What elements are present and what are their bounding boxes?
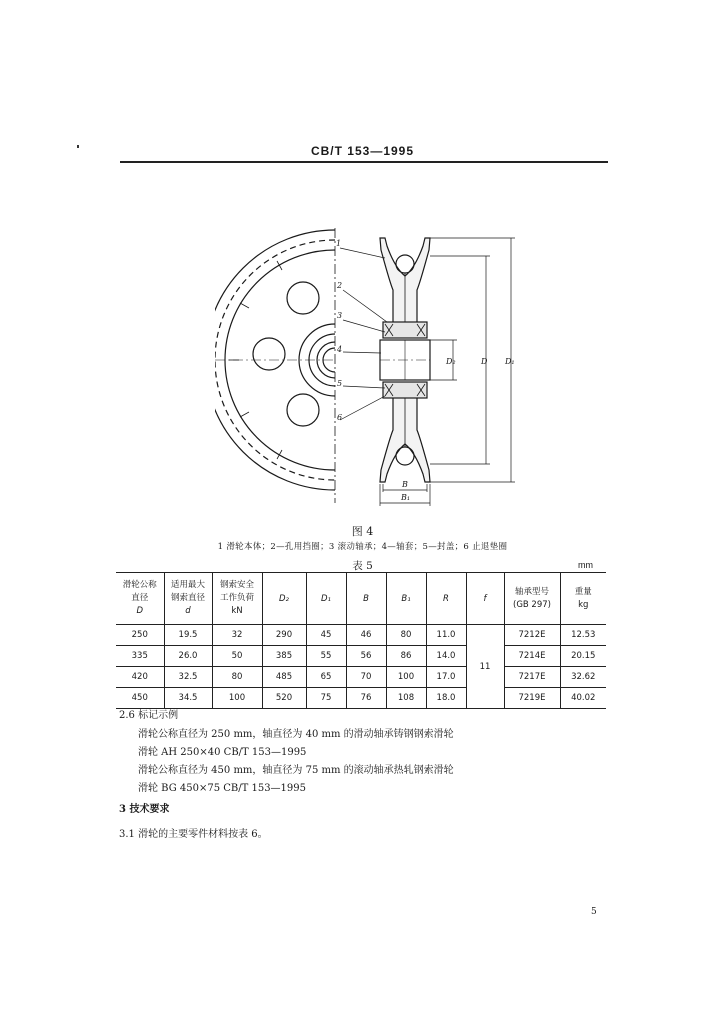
figure-caption: 图 4 <box>351 525 374 538</box>
cell: 7219E <box>504 688 560 709</box>
cell: 100 <box>212 688 262 709</box>
cell: 7214E <box>504 646 560 667</box>
cell: 520 <box>262 688 306 709</box>
col-header-b1: B₁ <box>386 573 426 625</box>
cell: 14.0 <box>426 646 466 667</box>
cell: 75 <box>306 688 346 709</box>
cell: 485 <box>262 667 306 688</box>
table-row <box>116 688 606 709</box>
callout-3: 3 <box>337 311 343 320</box>
marking-example-line: 滑轮 AH 250×40 CB/T 153—1995 <box>138 747 307 758</box>
cell: 65 <box>306 667 346 688</box>
cell: 335 <box>116 646 164 667</box>
cell: 385 <box>262 646 306 667</box>
spec-table <box>116 572 606 709</box>
cell: 7212E <box>504 625 560 646</box>
header-rule <box>120 161 608 163</box>
pulley-drawing <box>215 228 525 513</box>
col-header-d1: D₁ <box>306 573 346 625</box>
col-header-nominal-diameter: 滑轮公称 直径 D <box>116 573 164 625</box>
cell: 100 <box>386 667 426 688</box>
cell: 32.5 <box>164 667 212 688</box>
marking-example-line: 滑轮公称直径为 250 mm，轴直径为 40 mm 的滑动轴承铸钢钢索滑轮 <box>138 729 454 740</box>
dim-d1: D₁ <box>505 357 515 366</box>
cell: 26.0 <box>164 646 212 667</box>
lightening-hole <box>287 282 319 314</box>
cell: 86 <box>386 646 426 667</box>
lightening-hole <box>287 394 319 426</box>
callout-leaders <box>340 248 387 420</box>
cell: 50 <box>212 646 262 667</box>
cell: 70 <box>346 667 386 688</box>
dim-b: B <box>402 480 408 489</box>
dim-d2: D₂ <box>446 357 456 366</box>
cell: 20.15 <box>560 646 606 667</box>
cell: 40.02 <box>560 688 606 709</box>
marking-example-line: 滑轮 BG 450×75 CB/T 153—1995 <box>138 783 307 794</box>
cell: 32 <box>212 625 262 646</box>
cell: 420 <box>116 667 164 688</box>
cell-f-merged: 11 <box>466 625 504 709</box>
col-header-weight: 重量 kg <box>560 573 606 625</box>
cell: 7217E <box>504 667 560 688</box>
table-header-row <box>116 573 606 625</box>
figure-legend: 1 滑轮本体；2—孔用挡圈；3 滚动轴承；4—轴套；5—封盖；6 止退垫圈 <box>217 542 508 552</box>
cell: 108 <box>386 688 426 709</box>
col-header-bearing: 轴承型号 (GB 297) <box>504 573 560 625</box>
callout-6: 6 <box>337 413 343 422</box>
col-header-working-load: 钢索安全 工作负荷 kN <box>212 573 262 625</box>
table-unit: mm <box>578 560 593 570</box>
dim-b1: B₁ <box>401 493 411 502</box>
col-header-r: R <box>426 573 466 625</box>
lightening-hole <box>253 338 285 370</box>
cell: 250 <box>116 625 164 646</box>
callout-1: 1 <box>336 239 342 248</box>
col-header-rope-diameter: 适用最大 钢索直径 d <box>164 573 212 625</box>
table-caption: 表 5 <box>352 560 373 572</box>
callout-2: 2 <box>337 281 343 290</box>
callout-4: 4 <box>337 345 343 354</box>
page-number: 5 <box>591 907 597 917</box>
col-header-d2: D₂ <box>262 573 306 625</box>
marking-example-line: 滑轮公称直径为 450 mm，轴直径为 75 mm 的滚动轴承热轧钢索滑轮 <box>138 765 454 776</box>
cell: 19.5 <box>164 625 212 646</box>
pulley-section <box>380 238 430 482</box>
cell: 32.62 <box>560 667 606 688</box>
cell: 34.5 <box>164 688 212 709</box>
cell: 45 <box>306 625 346 646</box>
cell: 55 <box>306 646 346 667</box>
dim-d: D <box>481 357 488 366</box>
cell: 56 <box>346 646 386 667</box>
cell: 17.0 <box>426 667 466 688</box>
cell: 46 <box>346 625 386 646</box>
col-header-f: f <box>466 573 504 625</box>
cell: 76 <box>346 688 386 709</box>
table-row <box>116 667 606 688</box>
cell: 80 <box>386 625 426 646</box>
cell: 18.0 <box>426 688 466 709</box>
table-row <box>116 646 606 667</box>
cell: 450 <box>116 688 164 709</box>
cell: 12.53 <box>560 625 606 646</box>
callout-5: 5 <box>337 379 343 388</box>
section-3-title: 3 技术要求 <box>119 804 170 815</box>
section-3-1-text: 3.1 滑轮的主要零件材料按表 6。 <box>119 829 268 840</box>
cell: 80 <box>212 667 262 688</box>
cell: 11.0 <box>426 625 466 646</box>
standard-code-header: CB/T 153—1995 <box>310 144 415 158</box>
cell: 290 <box>262 625 306 646</box>
col-header-b: B <box>346 573 386 625</box>
table-row <box>116 625 606 646</box>
section-2-6-title: 2.6 标记示例 <box>119 710 179 721</box>
